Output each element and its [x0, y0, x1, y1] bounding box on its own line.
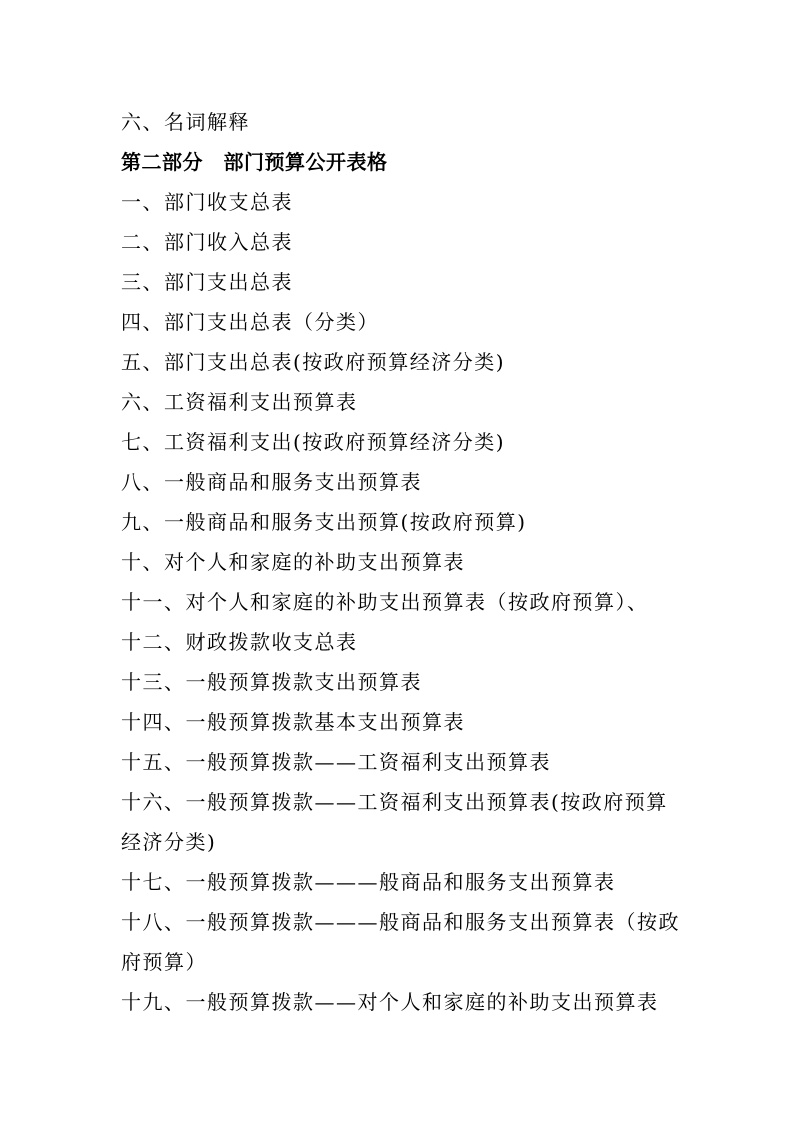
toc-item-8: 八、一般商品和服务支出预算表: [121, 470, 422, 494]
toc-item-3: 三、部门支出总表: [121, 270, 293, 294]
toc-item-2: 二、部门收入总表: [121, 230, 293, 254]
toc-item-18: 十八、一般预算拨款———般商品和服务支出预算表（按政府预算）: [121, 910, 680, 974]
toc-item-11: 十一、对个人和家庭的补助支出预算表（按政府预算）、: [121, 590, 649, 614]
toc-item-10: 十、对个人和家庭的补助支出预算表: [121, 550, 465, 574]
toc-item-glossary: 六、名词解释: [121, 110, 250, 134]
toc-item-5: 五、部门支出总表(按政府预算经济分类): [121, 350, 506, 374]
toc-item-17: 十七、一般预算拨款———般商品和服务支出预算表: [121, 870, 616, 894]
toc-item-7: 七、工资福利支出(按政府预算经济分类): [121, 430, 506, 454]
toc-item-9: 九、一般商品和服务支出预算(按政府预算): [121, 510, 527, 534]
toc-item-4: 四、部门支出总表（分类）: [121, 310, 379, 334]
toc-item-19: 十九、一般预算拨款——对个人和家庭的补助支出预算表: [121, 990, 659, 1014]
toc-item-6: 六、工资福利支出预算表: [121, 390, 358, 414]
toc-item-14: 十四、一般预算拨款基本支出预算表: [121, 710, 465, 734]
part2-heading: 第二部分 部门预算公开表格: [121, 150, 388, 174]
toc-item-13: 十三、一般预算拨款支出预算表: [121, 670, 422, 694]
toc-item-12: 十二、财政拨款收支总表: [121, 630, 358, 654]
toc-item-1: 一、部门收支总表: [121, 190, 293, 214]
toc-item-15: 十五、一般预算拨款——工资福利支出预算表: [121, 750, 551, 774]
toc-item-16: 十六、一般预算拨款——工资福利支出预算表(按政府预算经济分类): [121, 790, 668, 854]
